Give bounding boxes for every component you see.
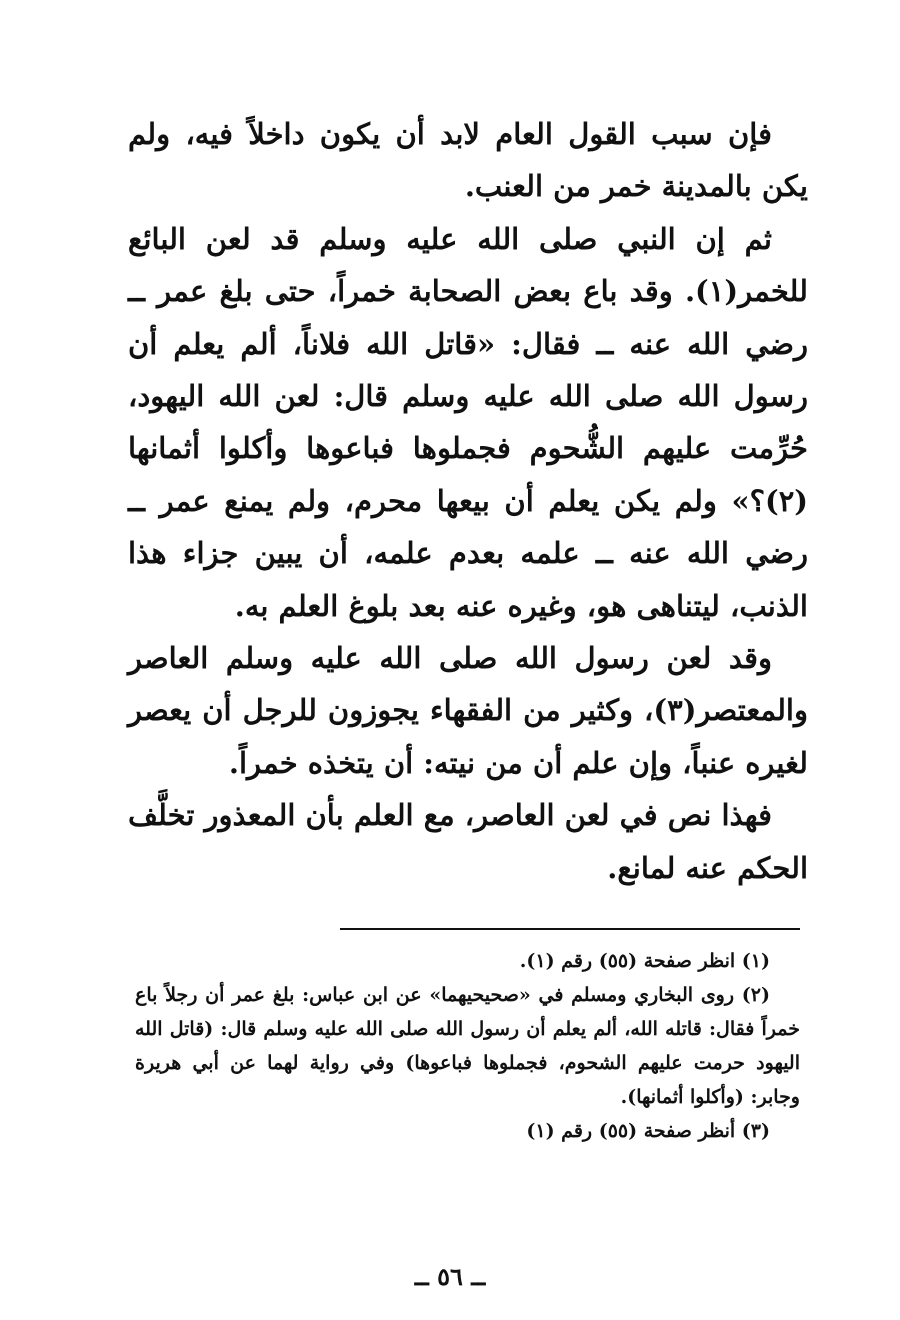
footnote-divider xyxy=(340,928,800,930)
footnote-2: (٢) روى البخاري ومسلم في «صحيحيهما» عن ابن عباس: بلغ عمر أن رجلاً باع خمراً فقال: قاتله الله، ألم يعلم أن رسول الله صلى الله عليه وسلم قال: (قاتل الله اليهود حرمت عليهم الشحوم، فجملوها فباعوها) وفي رواية لهما عن أبي هريرة وجابر: (وأكلوا أثمانها). xyxy=(135,984,800,1108)
main-text xyxy=(128,108,808,894)
paragraph-1: فإن سبب القول العام لابد أن يكون داخلاً فيه، ولم يكن بالمدينة خمر من العنب. xyxy=(128,117,808,204)
page-number: ــ ٥٦ ــ xyxy=(414,1262,486,1291)
paragraph-2: ثم إن النبي صلى الله عليه وسلم قد لعن البائع للخمر(١). وقد باع بعض الصحابة خمراً، حتى بلغ عمر ــ رضي الله عنه ــ فقال: «قاتل الله فلاناً، ألم يعلم أن رسول الله صلى الله عليه وسلم قال: لعن الله اليهود، حُرِّمت عليهم الشُّحوم فجملوها فباعوها وأكلوا أثمانها (٢)؟» ولم يكن يعلم أن بيعها محرم، ولم يمنع عمر ــ رضي الله عنه ــ علمه بعدم علمه، أن يبين جزاء هذا الذنب، ليتناهى هو، وغيره عنه بعد بلوغ العلم به. xyxy=(128,221,808,623)
paragraph-3: وقد لعن رسول الله صلى الله عليه وسلم العاصر والمعتصر(٣)، وكثير من الفقهاء يجوزون للرجل أن يعصر لغيره عنباً، وإن علم أن من نيته: أن يتخذه خمراً. xyxy=(128,641,808,780)
paragraph-4: فهذا نص في لعن العاصر، مع العلم بأن المعذور تخلَّف الحكم عنه لمانع. xyxy=(128,798,808,885)
footnote-1: (١) انظر صفحة (٥٥) رقم (١). xyxy=(519,950,770,972)
footnotes xyxy=(135,944,800,1148)
footnote-3: (٣) أنظر صفحة (٥٥) رقم (١) xyxy=(526,1120,770,1142)
